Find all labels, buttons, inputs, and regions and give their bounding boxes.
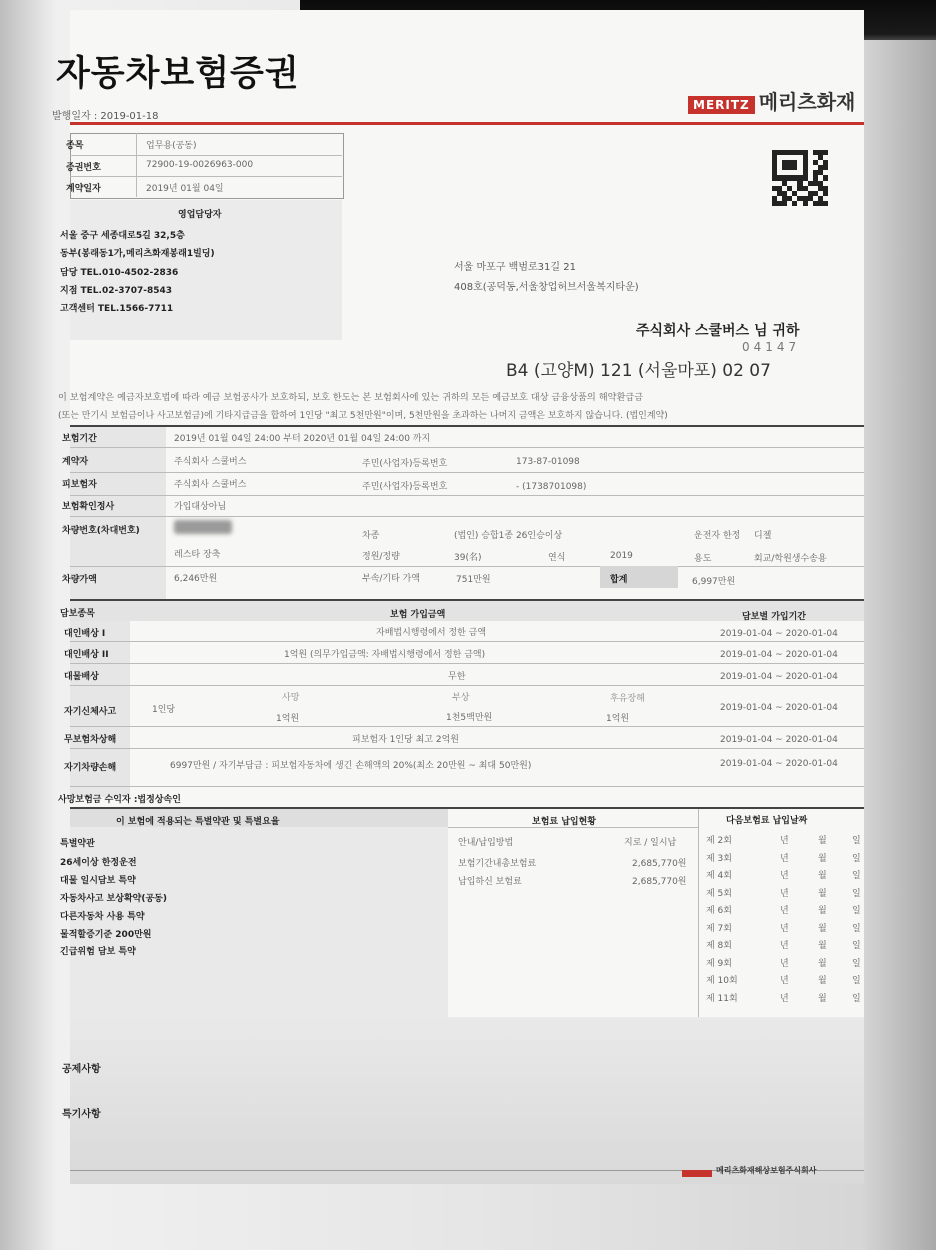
qr-code-icon — [772, 150, 828, 206]
recipient-address-1: 서울 마포구 백범로31길 21 — [454, 262, 576, 273]
policy-number-value: 72900-19-0026963-000 — [146, 160, 254, 170]
next-payment-installment: 제 9회 — [706, 958, 732, 969]
next-payment-day-unit: 일 — [852, 941, 861, 951]
period-label: 보험기간 — [62, 434, 97, 444]
accessory-value: 751만원 — [456, 575, 491, 585]
qr-module — [823, 201, 828, 206]
document-title: 자동차보험증권 — [56, 54, 300, 94]
premium-value: 2,685,770원 — [632, 859, 687, 869]
car-type: (법인) 승합1종 26인승이상 — [454, 531, 563, 541]
next-payment-month-unit: 월 — [818, 958, 827, 969]
coverage-amount-header: 보험 가입금액 — [390, 610, 446, 620]
row-divider — [70, 516, 864, 517]
postal-code: 04147 — [742, 340, 801, 354]
coverage-period-header: 담보별 가입기간 — [742, 612, 806, 622]
next-payment-year-unit: 년 — [780, 976, 789, 986]
meritz-logo-mark: MERITZ — [688, 96, 755, 114]
premium-label: 납입하신 보험료 — [458, 877, 522, 887]
special-notes-label: 특기사항 — [62, 1109, 101, 1120]
policy-row-divider — [70, 176, 342, 177]
usage: 회교/학원생수송용 — [754, 554, 827, 564]
special-term-item: 대물 일시담보 특약 — [60, 876, 136, 886]
coverage-row-period: 2019-01-04 ~ 2020-01-04 — [720, 672, 838, 682]
policy-type-value: 업무용(공동) — [146, 141, 197, 151]
confirm-label: 보험확인정사 — [62, 502, 115, 512]
capacity: 39(名) — [454, 553, 482, 563]
next-payment-month-unit: 월 — [818, 976, 827, 986]
next-payment-year-unit: 년 — [780, 923, 789, 934]
row-divider — [70, 748, 864, 749]
row-divider — [70, 641, 864, 642]
next-payment-day-unit: 일 — [852, 836, 861, 846]
premium-label: 안내/납입방법 — [458, 838, 514, 848]
premium-title: 보험료 납입현황 — [532, 817, 596, 827]
injury-per-person: 1인당 — [152, 705, 176, 715]
row-divider — [70, 726, 864, 727]
injury-header-injury: 부상 — [452, 693, 470, 703]
next-payment-day-unit: 일 — [852, 993, 861, 1004]
coverage-row-amount: 6997만원 / 자기부담금 : 피보험자동차에 생긴 손해액의 20%(최소 20만원 ~ 최대 50만원) — [170, 761, 532, 771]
coverage-row-name: 대인배상 II — [64, 650, 109, 660]
price-label: 차량가액 — [62, 575, 97, 585]
next-payment-day-unit: 일 — [852, 853, 861, 864]
next-payment-month-unit: 월 — [818, 923, 827, 934]
next-payment-installment: 제 6회 — [706, 906, 732, 916]
coverage-row-period: 2019-01-04 ~ 2020-01-04 — [720, 759, 838, 769]
deduction-section-label: 공제사항 — [62, 1064, 101, 1075]
contractor-label: 계약자 — [62, 457, 89, 467]
agent-line: 담당 TEL.010-4502-2836 — [60, 268, 179, 278]
coverage-row-period: 2019-01-04 ~ 2020-01-04 — [720, 703, 838, 713]
special-term-item: 다른자동차 사용 특약 — [60, 912, 145, 922]
recipient-name: 주식회사 스쿨버스 님 귀하 — [636, 323, 800, 339]
next-payment-month-unit: 월 — [818, 906, 827, 916]
next-payment-year-unit: 년 — [780, 836, 789, 846]
contractor-id-label: 주민(사업자)등록번호 — [362, 459, 448, 469]
coverage-row-name: 자기차량손해 — [64, 763, 117, 773]
policy-row-divider — [70, 155, 342, 156]
agent-line: 고객센터 TEL.1566-7711 — [60, 304, 174, 314]
next-payment-day-unit: 일 — [852, 976, 861, 986]
next-payment-month-unit: 월 — [818, 871, 827, 881]
contractor-name: 주식회사 스쿨버스 — [174, 457, 247, 467]
car-price: 6,246만원 — [174, 574, 218, 584]
coverage-row-name: 자기신체사고 — [64, 707, 117, 717]
injury-value-injury: 1천5백만원 — [446, 713, 493, 723]
deposit-protection-notice: 이 보험계약은 예금자보호법에 따라 예금 보험공사가 보호하되, 보호 한도는 본 보험회사에 있는 귀하의 모든 예금보호 대상 금융상품의 해약환급금 — [58, 392, 644, 403]
special-term-item: 긴급위험 담보 특약 — [60, 947, 136, 957]
next-payment-installment: 제 8회 — [706, 941, 732, 951]
next-payment-year-unit: 년 — [780, 871, 789, 881]
car-number-label: 차량번호(차대번호) — [62, 526, 140, 536]
row-divider — [70, 447, 864, 448]
next-payment-installment: 제 10회 — [706, 976, 738, 986]
coverage-row-period: 2019-01-04 ~ 2020-01-04 — [720, 629, 838, 639]
coverage-row-name: 대물배상 — [64, 672, 99, 682]
redacted-car-number — [174, 520, 232, 534]
usage-label: 용도 — [694, 554, 712, 564]
insured-name: 주식회사 스쿨버스 — [174, 480, 247, 490]
next-payment-installment: 제 4회 — [706, 871, 732, 881]
insurance-certificate-page — [52, 10, 864, 1184]
next-payment-year-unit: 년 — [780, 888, 789, 899]
next-payment-day-unit: 일 — [852, 923, 861, 934]
injury-value-death: 1억원 — [276, 714, 300, 724]
coverage-type-header: 담보종목 — [60, 609, 95, 619]
next-payment-month-unit: 월 — [818, 836, 827, 846]
special-term-item: 물적할증기준 200만원 — [60, 930, 152, 940]
next-payment-day-unit: 일 — [852, 906, 861, 916]
bottom-notes-area — [70, 1017, 864, 1184]
injury-value-disability: 1억원 — [606, 714, 630, 724]
coverage-row-amount: 1억원 (의무가입금액: 자배법시행령에서 정한 금액) — [284, 650, 486, 660]
next-payment-year-unit: 년 — [780, 906, 789, 916]
next-payment-day-unit: 일 — [852, 888, 861, 899]
contract-date-value: 2019년 01월 04일 — [146, 184, 224, 194]
coverage-row-name: 대인배상 I — [64, 629, 106, 639]
premium-value: 지로 / 일시납 — [624, 838, 677, 848]
next-payment-year-unit: 년 — [780, 941, 789, 951]
next-payment-day-unit: 일 — [852, 958, 861, 969]
next-payment-installment: 제 3회 — [706, 853, 732, 864]
row-divider — [70, 663, 864, 664]
injury-header-death: 사망 — [282, 693, 300, 703]
next-payment-year-unit: 년 — [780, 993, 789, 1004]
insured-id-label: 주민(사업자)등록번호 — [362, 482, 448, 492]
insured-id: - (1738701098) — [516, 482, 587, 492]
issue-date: 발행일자 : 2019-01-18 — [52, 111, 159, 122]
coverage-row-period: 2019-01-04 ~ 2020-01-04 — [720, 735, 838, 745]
insured-label: 피보험자 — [62, 480, 97, 490]
special-terms-title: 이 보험에 적용되는 특별약관 및 특별요율 — [116, 817, 280, 827]
next-payment-installment: 제 7회 — [706, 923, 732, 934]
policy-col-divider — [136, 133, 137, 197]
coverage-row-amount: 피보험자 1인당 최고 2억원 — [352, 735, 459, 745]
premium-label: 보험기간내총보험료 — [458, 859, 537, 869]
next-payment-installment: 제 2회 — [706, 836, 732, 846]
policy-type-label: 종목 — [66, 141, 84, 151]
next-payment-month-unit: 월 — [818, 993, 827, 1004]
row-divider — [70, 495, 864, 496]
agent-line: 서울 중구 세종대로5길 32,5층 — [60, 231, 185, 241]
row-divider — [448, 827, 698, 828]
coverage-row-amount: 무한 — [448, 672, 466, 682]
mail-route-code: B4 (고양M) 121 (서울마포) 02 07 — [506, 361, 771, 381]
next-payment-day-unit: 일 — [852, 871, 861, 881]
next-payment-month-unit: 월 — [818, 853, 827, 864]
next-payment-installment: 제 5회 — [706, 888, 732, 899]
car-type-label: 차종 — [362, 531, 380, 541]
injury-header-disability: 후유장해 — [610, 694, 645, 704]
total-label: 합계 — [610, 575, 628, 585]
company-stamp-mark — [682, 1170, 712, 1177]
driver-label: 운전자 한정 — [694, 531, 741, 541]
row-divider — [70, 566, 864, 567]
row-divider — [70, 786, 864, 787]
contract-date-label: 계약일자 — [66, 184, 101, 194]
special-term-item: 특별약관 — [60, 839, 95, 849]
company-logo — [688, 86, 855, 115]
insurance-period: 2019년 01월 04일 24:00 부터 2020년 01월 04일 24:00 까지 — [174, 434, 431, 444]
agent-line: 동부(봉래동1가,메리츠화재봉래1빌딩) — [60, 249, 215, 259]
total-value: 6,997만원 — [692, 577, 736, 587]
confirm-value: 가입대상아님 — [174, 502, 227, 512]
accessory-label: 부속/기타 가액 — [362, 574, 421, 584]
next-payment-title: 다음보험료 납입날짜 — [726, 816, 808, 826]
header-rule — [70, 122, 864, 125]
footer-company-name: 메리츠화재해상보험주식회사 — [716, 1166, 817, 1175]
year: 2019 — [610, 551, 633, 561]
coverage-row-amount: 자배법시행령에서 정한 금액 — [376, 628, 487, 638]
next-payment-year-unit: 년 — [780, 958, 789, 969]
car-model: 레스타 장축 — [174, 550, 221, 560]
next-payment-month-unit: 월 — [818, 888, 827, 899]
agent-title: 영업담당자 — [178, 210, 222, 220]
premium-value: 2,685,770원 — [632, 877, 687, 887]
contractor-id: 173-87-01098 — [516, 457, 580, 467]
beneficiary: 사망보험금 수익자 :법정상속인 — [58, 795, 181, 805]
row-divider — [70, 472, 864, 473]
special-term-item: 26세이상 한정운전 — [60, 858, 137, 868]
company-name: 메리츠화재 — [758, 90, 856, 114]
next-payment-year-unit: 년 — [780, 853, 789, 864]
row-divider — [70, 685, 864, 686]
column-divider — [698, 809, 699, 1017]
section-rule — [70, 425, 864, 427]
agent-line: 지점 TEL.02-3707-8543 — [60, 286, 173, 296]
recipient-address-2: 408호(공덕동,서울창업허브서울복지타운) — [454, 282, 639, 293]
deposit-protection-notice-2: (또는 만기시 보험금이나 사고보험금)에 기타지급금을 합하여 1인당 "최고 5천만원"이며, 5천만원을 초과하는 나머지 금액은 보호하지 않습니다. (법인계약) — [58, 411, 668, 421]
coverage-row-name: 무보험차상해 — [64, 735, 117, 745]
next-payment-month-unit: 월 — [818, 941, 827, 951]
capacity-label: 정원/정량 — [362, 552, 400, 562]
year-label: 연식 — [548, 553, 566, 563]
coverage-row-period: 2019-01-04 ~ 2020-01-04 — [720, 650, 838, 660]
driver-value: 디젤 — [754, 531, 772, 541]
policy-number-label: 증권번호 — [66, 163, 101, 173]
next-payment-installment: 제 11회 — [706, 993, 738, 1004]
special-term-item: 자동차사고 보상확약(공동) — [60, 894, 167, 904]
